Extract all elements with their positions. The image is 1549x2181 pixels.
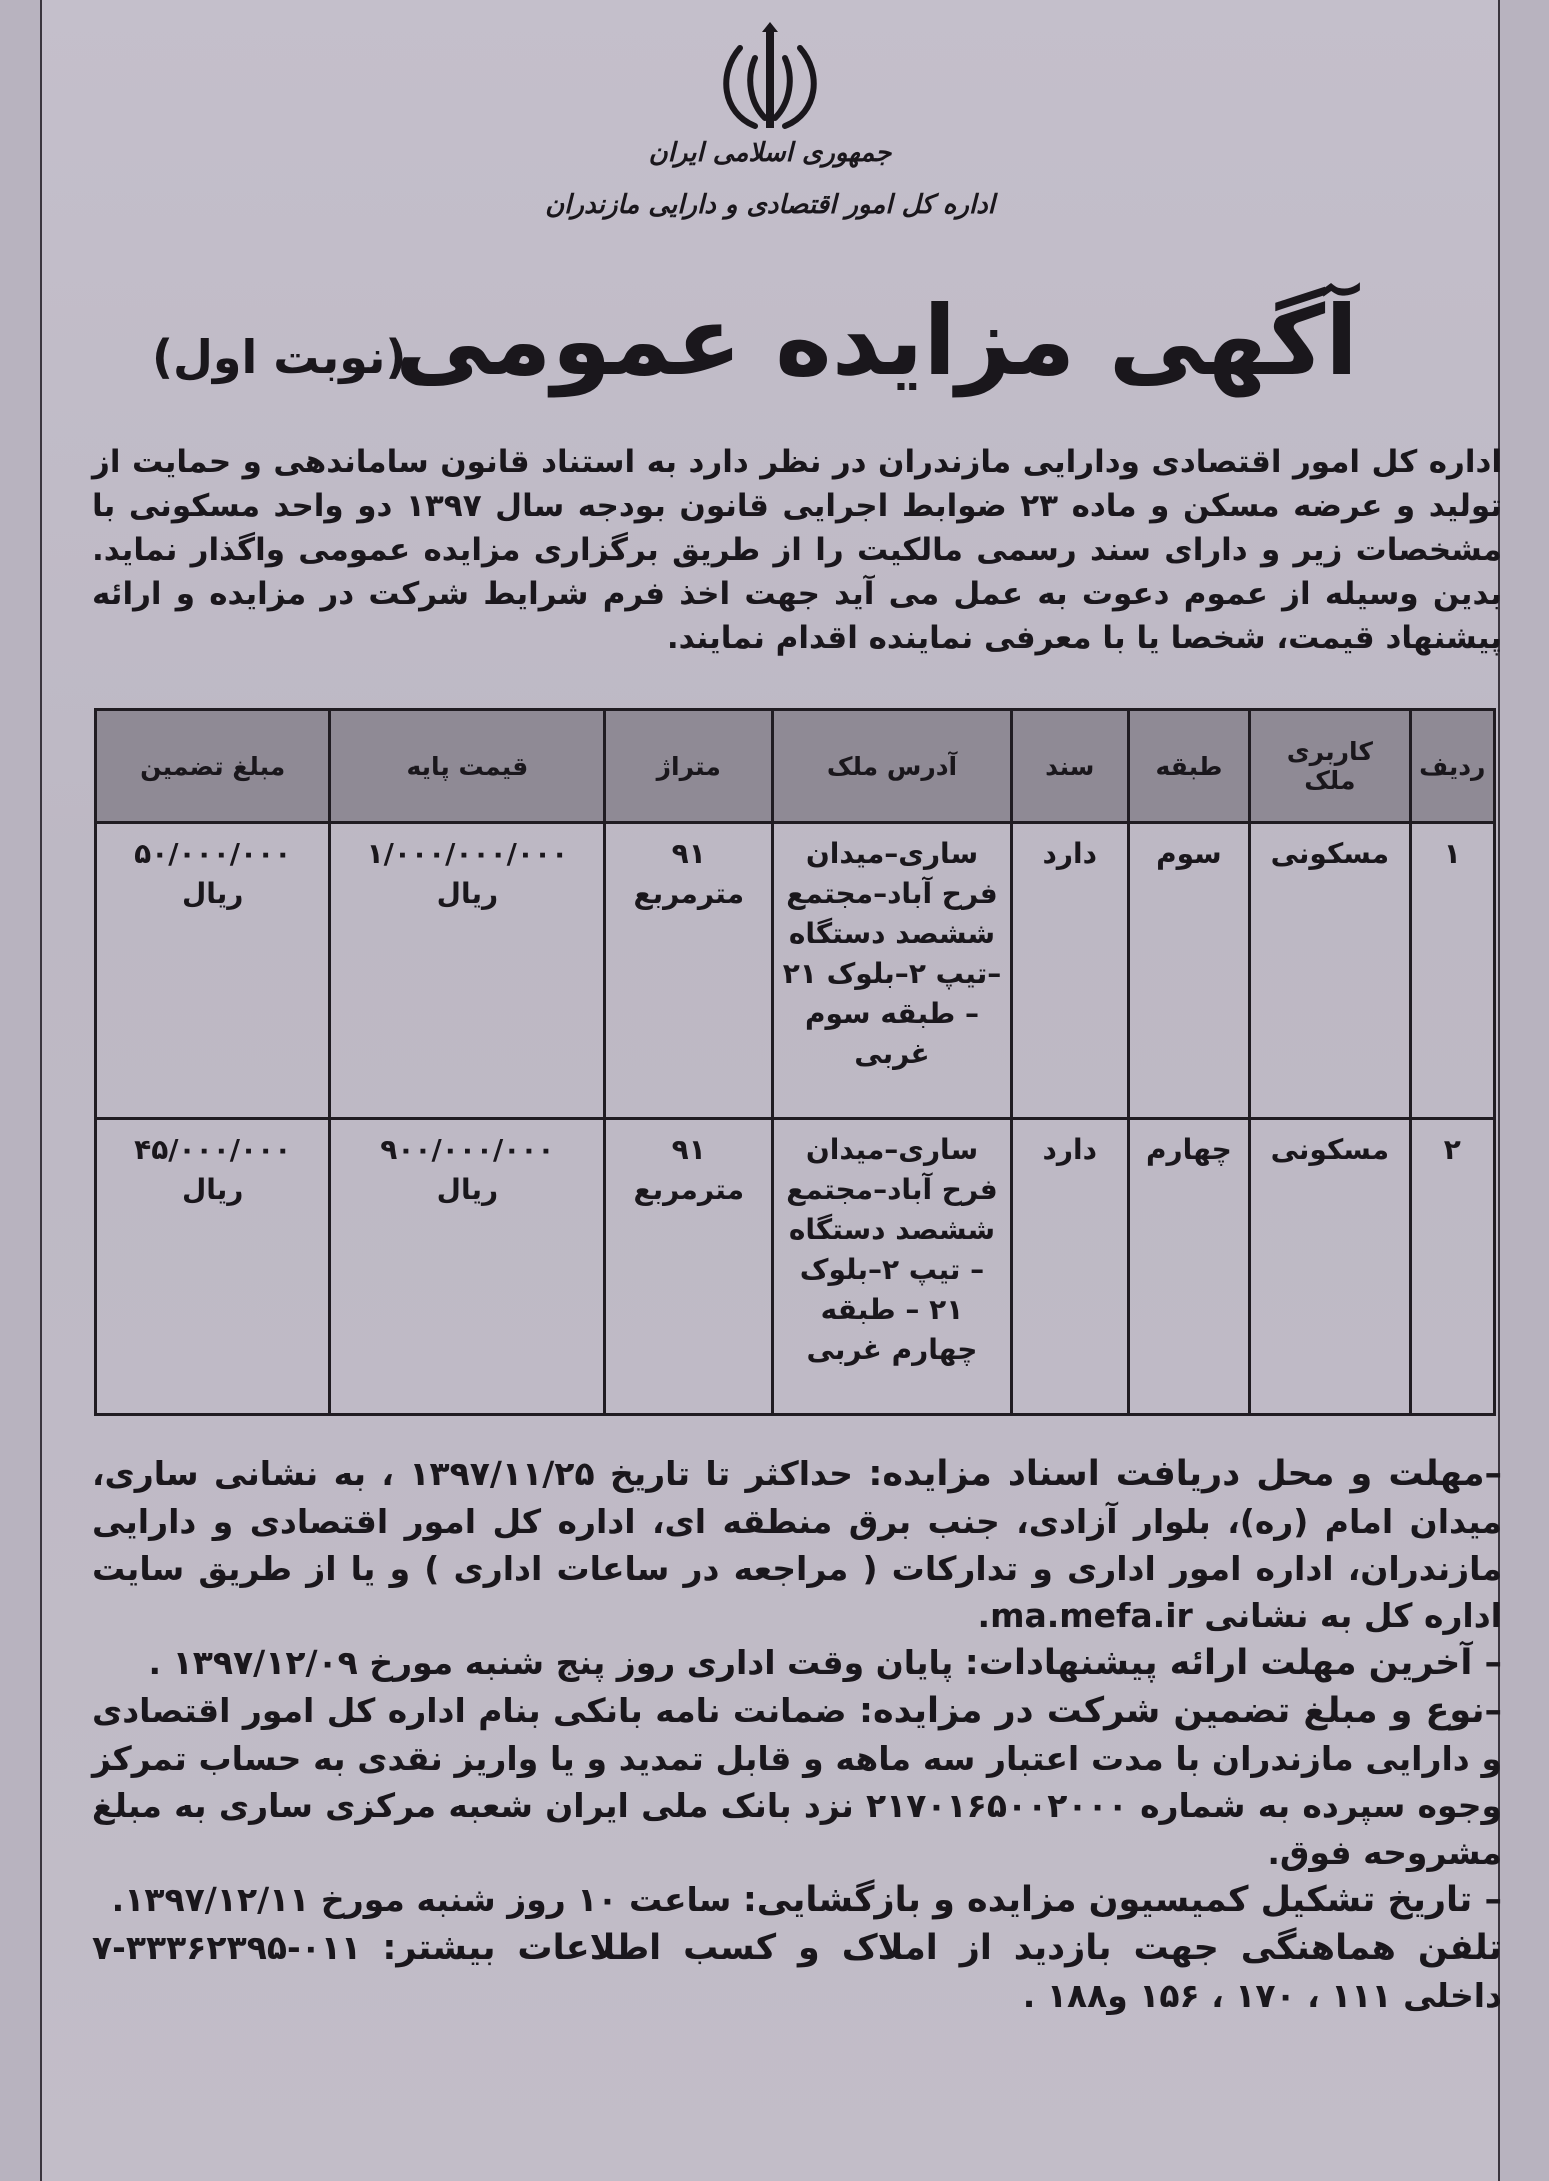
base-price-value: ۹۰۰/۰۰۰/۰۰۰ <box>380 1133 555 1166</box>
term-body: حداکثر تا تاریخ ۱۳۹۷/۱۱/۲۵ ، به نشانی ساری، میدان امام (ره)، بلوار آزادی، جنب برق منطقه ای، اداره کل امور اقتصادی و دارایی مازندران، اداره امور اداری و تدارکات ( مراجعه در ساعات اداری ) و یا از طریق سایت اداره کل به نشانی ma.mefa.ir. <box>92 1454 1502 1635</box>
term-contact-phone <box>92 1924 1502 2019</box>
term-body: ۰۱۱-۳۳۳۶۲۳۹۵-۷ داخلی ۱۱۱ ، ۱۷۰ ، ۱۵۶ و۱۸۸ . <box>92 1928 1502 2015</box>
header-area: متراژ <box>605 710 773 823</box>
area-value: ۹۱ <box>671 837 706 870</box>
table-row <box>96 1119 1495 1415</box>
cell-base-price <box>330 1119 605 1415</box>
term-guarantee <box>92 1687 1502 1876</box>
cell-address: ساری–میدان فرح آباد–مجتمع ششصد دستگاه – تیپ ۲–بلوک ۲۱ – طبقه چهارم غربی <box>773 1119 1012 1415</box>
cell-area <box>605 1119 773 1415</box>
area-value: ۹۱ <box>671 1133 706 1166</box>
department-name: اداره کل امور اقتصادی و دارایی مازندران <box>545 190 995 220</box>
term-heading: –مهلت و محل دریافت اسناد مزایده: <box>868 1454 1502 1494</box>
deposit-unit: ریال <box>181 877 244 910</box>
round-label: (نوبت اول) <box>152 330 407 384</box>
header-base-price: قیمت پایه <box>330 710 605 823</box>
term-commission-date <box>92 1876 1502 1924</box>
area-unit: مترمربع <box>633 1173 745 1206</box>
term-body: ساعت ۱۰ روز شنبه مورخ ۱۳۹۷/۱۲/۱۱. <box>111 1880 743 1919</box>
cell-usage: مسکونی <box>1250 823 1410 1119</box>
base-price-unit: ریال <box>436 877 499 910</box>
cell-deposit <box>96 1119 330 1415</box>
cell-area <box>605 823 773 1119</box>
government-name: جمهوری اسلامی ایران <box>648 138 892 168</box>
cell-floor: سوم <box>1128 823 1249 1119</box>
term-heading: تلفن هماهنگی جهت بازدید از املاک و کسب اطلاعات بیشتر: <box>382 1928 1502 1968</box>
iran-emblem-icon <box>710 18 830 138</box>
cell-deposit <box>96 823 330 1119</box>
cell-row-number: ۱ <box>1410 823 1494 1119</box>
intro-paragraph: اداره کل امور اقتصادی ودارایی مازندران در نظر دارد به استناد قانون ساماندهی و حمایت از تولید و عرضه مسکن و ماده ۲۳ ضوابط اجرایی قانون بودجه سال ۱۳۹۷ دو واحد مسکونی با مشخصات زیر و دارای سند رسمی مالکیت را از طریق برگزاری مزایده عمومی واگذار نماید. بدین وسیله از عموم دعوت به عمل می آید جهت اخذ فرم شرایط شرکت در مزایده و ارائه پیشنهاد قیمت، شخصا یا با معرفی نماینده اقدام نمایند. <box>92 444 1502 656</box>
header-floor: طبقه <box>1128 710 1249 823</box>
term-proposal-deadline <box>92 1639 1502 1687</box>
deposit-unit: ریال <box>181 1173 244 1206</box>
area-unit: مترمربع <box>633 877 745 910</box>
header-address: آدرس ملک <box>773 710 1012 823</box>
term-body: پایان وقت اداری روز پنج شنبه مورخ ۱۳۹۷/۱۲/۰۹ . <box>148 1643 965 1682</box>
cell-row-number: ۲ <box>1410 1119 1494 1415</box>
header-deposit: مبلغ تضمین <box>96 710 330 823</box>
header-usage: کاربری ملک <box>1250 710 1410 823</box>
page-title: آگهی مزایده عمومی <box>395 285 1358 397</box>
term-heading: – آخرین مهلت ارائه پیشنهادات: <box>964 1643 1502 1683</box>
term-heading: –نوع و مبلغ تضمین شرکت در مزایده: <box>858 1691 1502 1731</box>
cell-address: ساری–میدان فرح آباد–مجتمع ششصد دستگاه –تیپ ۲–بلوک ۲۱ – طبقه سوم غربی <box>773 823 1012 1119</box>
deposit-value: ۵۰/۰۰۰/۰۰۰ <box>134 837 292 870</box>
auction-table <box>94 708 1496 1416</box>
term-heading: – تاریخ تشکیل کمیسیون مزایده و بازگشایی: <box>742 1880 1502 1920</box>
cell-deed: دارد <box>1011 1119 1128 1415</box>
base-price-unit: ریال <box>436 1173 499 1206</box>
cell-deed: دارد <box>1011 823 1128 1119</box>
term-document-deadline <box>92 1450 1502 1639</box>
newspaper-clipping <box>40 0 1500 2181</box>
deposit-value: ۴۵/۰۰۰/۰۰۰ <box>134 1133 292 1166</box>
term-body: ضمانت نامه بانکی بنام اداره کل امور اقتصادی و دارایی مازندران با مدت اعتبار سه ماهه و قابل تمدید و یا واریز نقدی به حساب تمرکز وجوه سپرده به شماره ۲۱۷۰۱۶۵۰۰۲۰۰۰ نزد بانک ملی ایران شعبه مرکزی ساری به مبلغ مشروحه فوق. <box>92 1691 1502 1872</box>
table-header-row <box>96 710 1495 823</box>
cell-floor: چهارم <box>1128 1119 1249 1415</box>
header-deed: سند <box>1011 710 1128 823</box>
cell-usage: مسکونی <box>1250 1119 1410 1415</box>
emblem-container <box>42 18 1498 142</box>
base-price-value: ۱/۰۰۰/۰۰۰/۰۰۰ <box>366 837 569 870</box>
table-row <box>96 823 1495 1119</box>
header-row-number: ردیف <box>1410 710 1494 823</box>
cell-base-price <box>330 823 605 1119</box>
terms-section <box>92 1450 1502 2019</box>
